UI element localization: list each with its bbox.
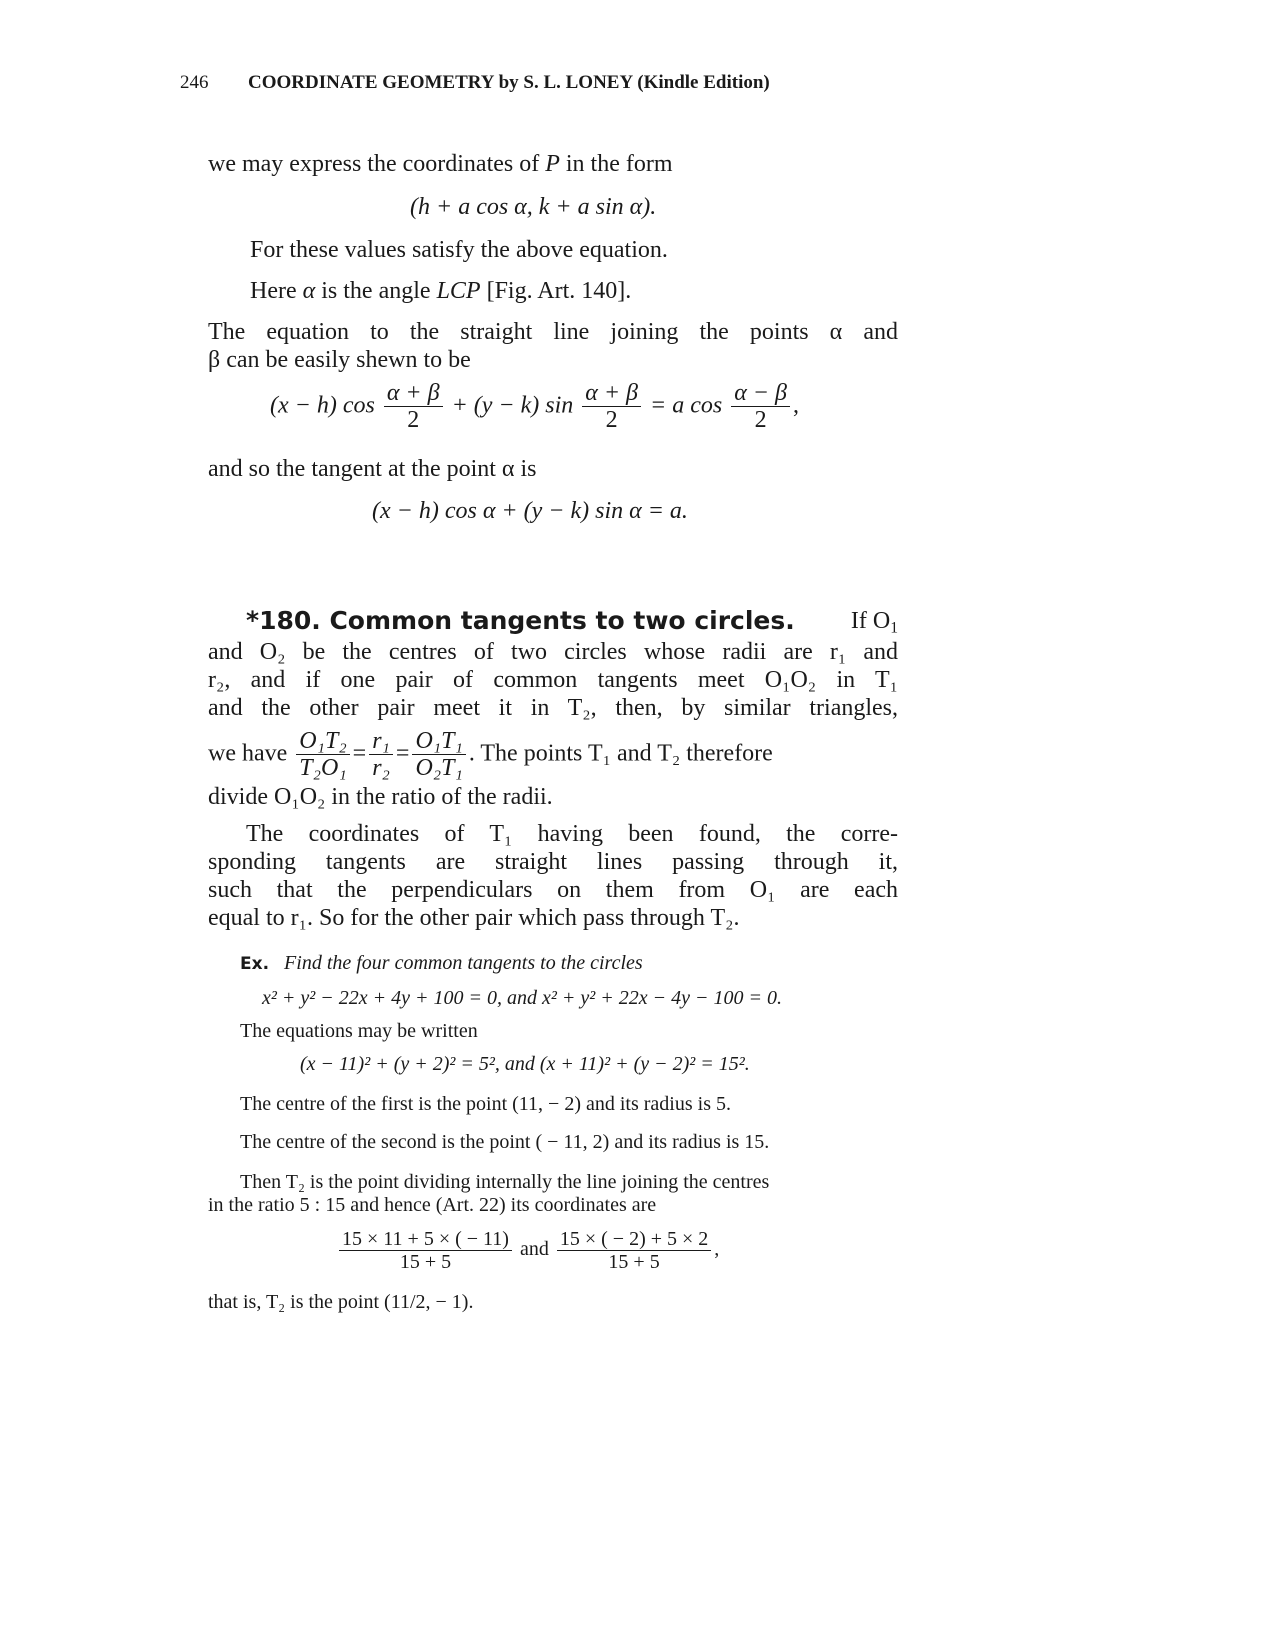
text-line: and so the tangent at the point α is [208,456,537,482]
equation: (x − 11)² + (y + 2)² = 5², and (x + 11)² + (y − 2)² = 15². [300,1053,750,1075]
text-line: The coordinates of T₁ having been found, the corre- [246,821,898,847]
coordinate-fractions: $\frac{15 \times 11 + 5 \times ( - 11)}{15 + 5}$ and $\frac{15 \times ( - 2) + 5 \times 2}{15 + 5}$ , [336,1228,719,1273]
equation-tangent: (x − h) cos α + (y − k) sin α = a. [372,498,688,524]
equation: x² + y² − 22x + 4y + 100 = 0, and x² + y² + 22x − 4y − 100 = 0. [262,987,782,1009]
fraction: $\frac{\text{r₁}}{\text{r₂}}$ [369,728,393,782]
text-line: The equation to the straight line joining the points α and [208,319,898,345]
text-line: For these values satisfy the above equation. [250,237,668,263]
text-line: and O₂ be the centres of two circles whose radii are r₁ and [208,639,898,665]
fraction: $\frac{15 \times 11 + 5 \times ( - 11)}{15 + 5}$ [339,1228,512,1273]
text-line: The centre of the second is the point ( − 11, 2) and its radius is 15. [240,1131,770,1153]
text-line: divide O₁O₂ in the ratio of the radii. [208,784,553,810]
text-line: Here α is the angle LCP [Fig. Art. 140]. [250,278,632,304]
section-heading: *180. Common tangents to two circles. If $O_1$ [246,606,898,637]
ratio-equation: we have $\frac{\text{O₁T₂}}{\text{T₂O₁}}$ = $\frac{\text{r₁}}{\text{r₂}}$ = $\frac{\text{O₁T₁}}{\text{O₂T₁}}$ . The points T₁ and T₂ therefore [208,728,773,782]
text-line: we may express the coordinates of P in the form [208,151,673,177]
running-header [180,72,770,94]
text-line: such that the perpendiculars on them from O₁ are each [208,877,898,903]
fraction: $\frac{15 \times ( - 2) + 5 \times 2}{15 + 5}$ [557,1228,711,1273]
equation-chord: (x − h) cos $\frac{\alpha + \beta}{2}$ + (y − k) sin $\frac{\alpha + \beta}{2}$ = a cos $\frac{\alpha - \beta}{2}$ , [270,380,799,434]
fraction: $\frac{\text{O₁T₁}}{\text{O₂T₁}}$ [412,728,465,782]
text-line: in the ratio 5 : 15 and hence (Art. 22) its coordinates are [208,1194,657,1216]
fraction: $\frac{\alpha + \beta}{2}$ [582,380,641,434]
page-number: 246 [180,72,209,93]
text-line: The equations may be written [240,1020,478,1042]
book-title: COORDINATE GEOMETRY by S. L. LONEY (Kindle Edition) [248,72,770,93]
text-line: and the other pair meet it in T₂, then, by similar triangles, [208,695,898,721]
text-line: that is, T₂ is the point (11/2, − 1). [208,1291,474,1313]
text-line: equal to r₁. So for the other pair which pass through T₂. [208,905,740,931]
text-line: β can be easily shewn to be [208,347,471,373]
fraction: $\frac{\alpha + \beta}{2}$ [384,380,443,434]
example-prompt: Ex. Find the four common tangents to the circles [240,952,643,974]
text-line: The centre of the first is the point (11, − 2) and its radius is 5. [240,1093,731,1115]
text-line: r₂, and if one pair of common tangents meet O₁O₂ in T₁ [208,667,898,693]
text-line: sponding tangents are straight lines passing through it, [208,849,898,875]
text-line: Then T₂ is the point dividing internally the line joining the centres [240,1171,770,1193]
fraction: $\frac{\text{O₁T₂}}{\text{T₂O₁}}$ [296,728,349,782]
fraction: $\frac{\alpha - \beta}{2}$ [731,380,790,434]
equation: (h + a cos α, k + a sin α). [410,194,657,220]
